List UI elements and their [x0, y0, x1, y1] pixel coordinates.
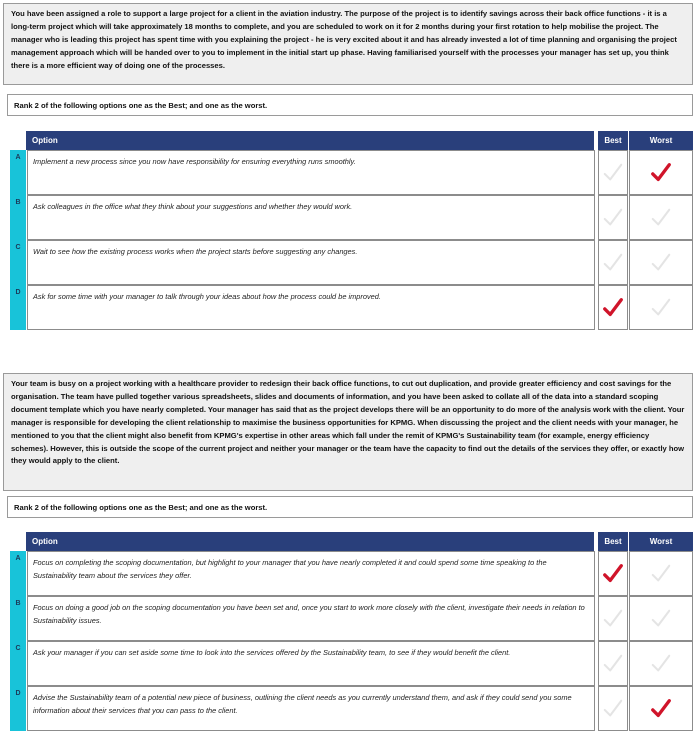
option-text: Ask for some time with your manager to talk through your ideas about how the process could be improved. — [27, 285, 595, 330]
option-letter: B — [10, 596, 26, 641]
option-text: Ask your manager if you can set aside some time to look into the services offered by the Sustainability team, to see if they would benefit the client. — [27, 641, 595, 686]
worst-checkbox[interactable] — [629, 240, 693, 285]
option-text: Wait to see how the existing process works when the project starts before suggesting any changes. — [27, 240, 595, 285]
worst-checkbox[interactable] — [629, 285, 693, 330]
worst-checkbox[interactable] — [629, 686, 693, 731]
ranking-instruction — [7, 94, 693, 116]
header-worst: Worst — [629, 131, 693, 150]
option-letter: B — [10, 195, 26, 240]
best-checkbox[interactable] — [598, 285, 628, 330]
checkmark-icon — [650, 608, 672, 630]
checkmark-icon — [650, 653, 672, 675]
option-letter: D — [10, 285, 26, 330]
header-option: Option — [26, 131, 594, 150]
worst-checkbox[interactable] — [629, 551, 693, 596]
option-text: Advise the Sustainability team of a potential new piece of business, outlining the client needs as you currently understand them, and ask if they could send you some information about their services that you can pass to the client. — [27, 686, 595, 731]
checkmark-icon — [650, 563, 672, 585]
best-checkbox[interactable] — [598, 195, 628, 240]
header-worst: Worst — [629, 532, 693, 551]
scenario-text: You have been assigned a role to support a large project for a client in the aviation industry. The purpose of the project is to identify savings across their back office functions - it is a long-term project which will take approximately 18 months to complete, and you are scheduled to work on it for 2 months during your first rotation to help mobilise the project. The manager who is leading this project has spent time with you explaining the project - he is very excited about it and has already invested a lot of time planning and organising the project management approach which will be handed over to you to implement in the initial start up phase. Having familiarised yourself with the processes your manager has set up, you think there is a more efficient way of doing one of the processes. — [3, 3, 693, 85]
checkmark-icon — [602, 252, 624, 274]
header-option: Option — [26, 532, 594, 551]
best-checkbox[interactable] — [598, 240, 628, 285]
checkmark-icon — [602, 608, 624, 630]
checkmark-selected-icon — [650, 162, 672, 184]
checkmark-icon — [650, 297, 672, 319]
checkmark-icon — [650, 207, 672, 229]
worst-checkbox[interactable] — [629, 596, 693, 641]
header-best: Best — [598, 131, 628, 150]
option-text: Ask colleagues in the office what they think about your suggestions and whether they would work. — [27, 195, 595, 240]
checkmark-icon — [650, 252, 672, 274]
option-letter: C — [10, 240, 26, 285]
ranking-instruction — [7, 496, 693, 518]
best-checkbox[interactable] — [598, 596, 628, 641]
worst-checkbox[interactable] — [629, 641, 693, 686]
best-checkbox[interactable] — [598, 551, 628, 596]
ranking-instruction-text: Rank 2 of the following options one as the Best; and one as the worst. — [14, 100, 268, 110]
checkmark-icon — [602, 162, 624, 184]
option-text: Focus on doing a good job on the scoping documentation you have been set and, once you start to work more closely with the client, investigate their needs in relation to Sustainability issues. — [27, 596, 595, 641]
option-text: Implement a new process since you now have responsibility for ensuring everything runs smoothly. — [27, 150, 595, 195]
checkmark-icon — [602, 207, 624, 229]
checkmark-selected-icon — [602, 563, 624, 585]
worst-checkbox[interactable] — [629, 195, 693, 240]
scenario-text: Your team is busy on a project working with a healthcare provider to redesign their back office functions, to cut out duplication, and provide greater efficiency and cost savings for the organisation. The team have pulled together various spreadsheets, slides and documents of information, and you have been asked to collate all of the data into a standard scoping document template which you have nearly completed. Your manager has said that as the project develops there will be an opportunity to do more of the analysis work with the client. Your manager is responsible for developing the client relationship to maximise the business opportunities for KPMG. When discussing the project and the client needs with your manager, he mentioned to you that the client might also benefit from KPMG's expertise in other areas which fall under the remit of KPMG's Sustainability team (for example, energy efficiency schemes). However, this is outside the scope of the current project and neither your manager or the team have the capacity to find out the details of the services they offer, or exactly how they would apply to the client. — [3, 373, 693, 491]
checkmark-icon — [602, 698, 624, 720]
option-letter: C — [10, 641, 26, 686]
worst-checkbox[interactable] — [629, 150, 693, 195]
ranking-instruction-text: Rank 2 of the following options one as the Best; and one as the worst. — [14, 502, 268, 512]
checkmark-selected-icon — [602, 297, 624, 319]
option-letter: D — [10, 686, 26, 731]
best-checkbox[interactable] — [598, 150, 628, 195]
header-best: Best — [598, 532, 628, 551]
option-text: Focus on completing the scoping documentation, but highlight to your manager that you have nearly completed it and could spend some time speaking to the Sustainability team about the services they offer. — [27, 551, 595, 596]
option-letter: A — [10, 551, 26, 596]
checkmark-selected-icon — [650, 698, 672, 720]
best-checkbox[interactable] — [598, 641, 628, 686]
checkmark-icon — [602, 653, 624, 675]
option-letter: A — [10, 150, 26, 195]
best-checkbox[interactable] — [598, 686, 628, 731]
